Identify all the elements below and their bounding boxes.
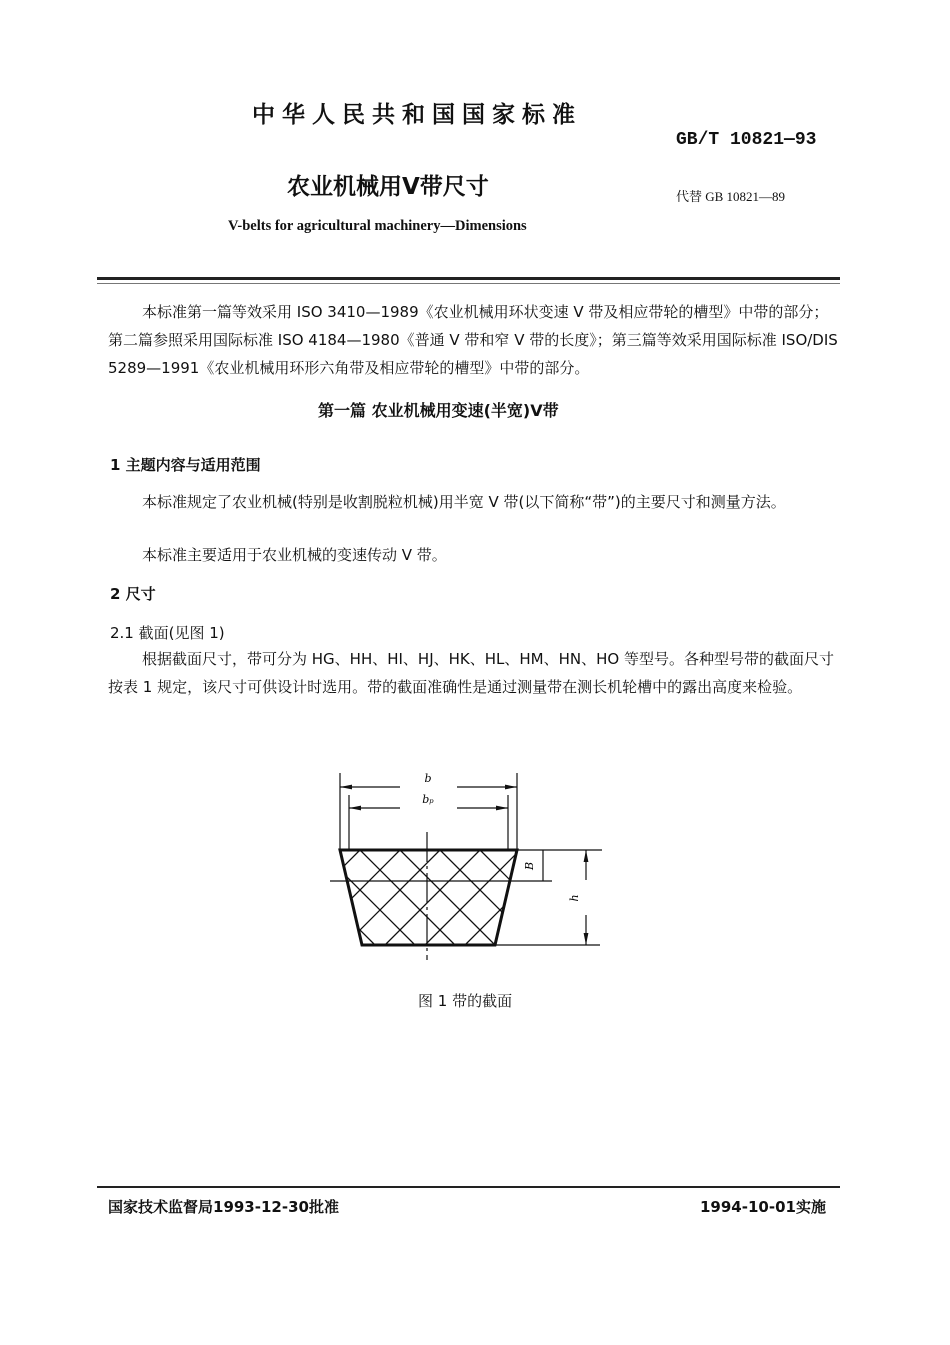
figure-caption: 图 1 带的截面	[418, 992, 513, 1010]
document-title: 农业机械用V带尺寸	[287, 174, 489, 200]
subsection-2-1-paragraph: 根据截面尺寸，带可分为 HG、HH、HI、HJ、HK、HL、HM、HN、HO 等型号。各种型号带的截面尺寸按表 1 规定，该尺寸可供设计时选用。带的截面准确性是通过测量带在测长机轮槽中的露出高度来检验。	[108, 650, 834, 696]
dimension-label-b: b	[424, 772, 432, 785]
intro-paragraph: 本标准第一篇等效采用 ISO 3410—1989《农业机械用环状变速 V 带及相应带轮的槽型》中带的部分；第二篇参照采用国际标准 ISO 4184—1980《普通 V 带和窄 V 带的长度》；第三篇等效采用国际标准 ISO/DIS 5289—1991《农业机械用环形六角带及相应带轮的槽型》中带的部分。	[108, 303, 838, 377]
replaces-standard: 代替 GB 10821—89	[676, 189, 786, 204]
approval-date: 国家技术监督局1993-12-30批准	[108, 1198, 339, 1216]
dimension-label-bp: bₚ	[422, 793, 434, 806]
standard-code: GB/T 10821—93	[676, 130, 817, 150]
section-1-heading: 1 主题内容与适用范围	[110, 456, 261, 474]
part-title: 第一篇 农业机械用变速(半宽)V带	[318, 401, 559, 420]
section-2-heading: 2 尺寸	[110, 585, 156, 603]
dimension-label-B: B	[523, 861, 536, 871]
effective-date: 1994-10-01实施	[700, 1198, 826, 1216]
subsection-2-1-heading: 2.1 截面(见图 1)	[110, 624, 225, 642]
section-1-paragraph: 本标准主要适用于农业机械的变速传动 V 带。	[142, 546, 447, 564]
footer-divider	[97, 1186, 840, 1188]
dimension-label-h: h	[568, 894, 581, 902]
section-1-paragraph: 本标准规定了农业机械(特别是收割脱粒机械)用半宽 V 带(以下简称“带”)的主要尺寸和测量方法。	[142, 493, 786, 511]
standard-org-header: 中华人民共和国国家标准	[252, 102, 582, 128]
english-title: V-belts for agricultural machinery—Dimensions	[228, 218, 527, 234]
